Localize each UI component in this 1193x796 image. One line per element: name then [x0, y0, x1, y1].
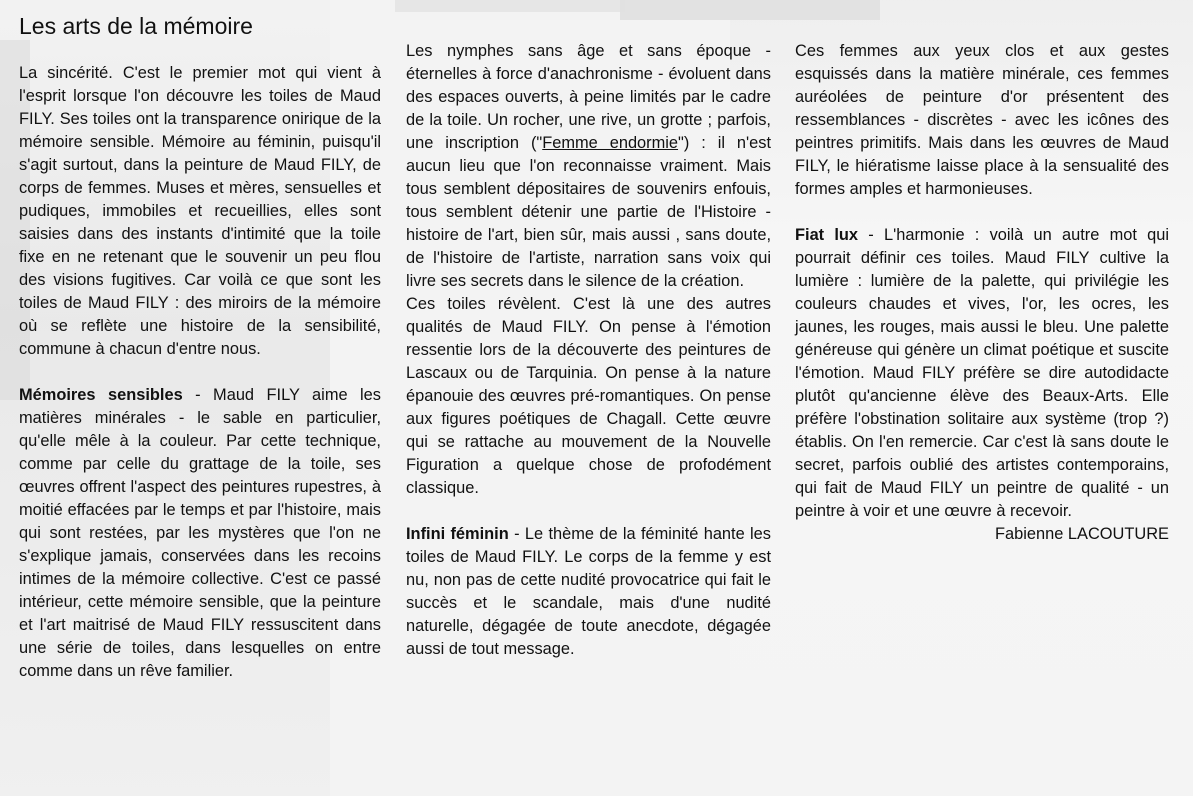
column-2 — [406, 40, 771, 661]
paragraph-text: ") : il n'est aucun lieu que l'on reconnaisse vraiment. Mais tous semblent dépositaires de souvenirs enfouis, tous semblent détenir une partie de l'Histoire - histoire de l'art, bien sûr, mais aussi , sans doute, de l'histoire de l'artiste, narration sans voix qui livre ses secrets dans le silence de la création. — [406, 134, 772, 290]
background-strip-top — [395, 0, 625, 12]
paragraph-spacer — [406, 500, 771, 523]
paragraph-intro: La sincérité. C'est le premier mot qui vient à l'esprit lorsque l'on découvre les toiles de Maud FILY. Ses toiles ont la transparence onirique de la mémoire sensible. Mémoire au féminin, puisqu'il s'agit surtout, dans la peinture de Maud FILY, de corps de femmes. Muses et mères, sensuelles et pudiques, immobiles et recueillies, elles sont saisies dans des instants d'intimité que la toile fixe en ne retenant que le souvenir un peu flou des visions fugitives. Car voilà ce que sont les toiles de Maud FILY : des miroirs de la mémoire où se reflète une histoire de la sensibilité, commune à chacun d'entre nous. — [19, 64, 381, 358]
paragraph-toiles-revelent: Ces toiles révèlent. C'est là une des autres qualités de Maud FILY. On pense à l'émotion ressentie lors de la découverte des peintures de Lascaux ou de Tarquinia. On pense à la nature épanouie des œuvres pré-romantiques. On pense aux figures poétiques de Chagall. Cette œuvre qui se rattache au mouvement de la Nouvelle Figuration a quelque chose de profodément classique. — [406, 295, 771, 497]
paragraph-text: - Maud FILY aime les matières minérales - le sable en particulier, qu'elle mêle à la couleur. Par cette technique, comme par celle du grattage de la toile, ses œuvres offrent l'aspect des peintures rupestres, à moitié effacées par le temps et par l'histoire, mais qui sont restées, par les mystères que l'on ne s'explique jamais, conservées dans les recoins intimes de la mémoire collective. C'est ce passé intérieur, cette mémoire sensible, que la peinture et l'art maitrisé de Maud FILY ressuscitent dans une série de toiles, dans lesquelles on entre comme dans un rêve familier. — [19, 386, 381, 680]
column-1 — [19, 62, 381, 683]
paragraph-text: - Le thème de la féminité hante les toiles de Maud FILY. Le corps de la femme y est nu, non pas de cette nudité provocatrice qui fait le succès et le scandale, mais d'une nudité naturelle, dégagée de toute anecdote, dégagée aussi de tout message. — [406, 525, 771, 658]
section-lead-fiat-lux: Fiat lux — [795, 226, 859, 244]
link-femme-endormie[interactable]: Femme endormie — [542, 134, 679, 152]
author-signature: Fabienne LACOUTURE — [995, 525, 1169, 543]
paragraph-infini-feminin — [406, 523, 771, 661]
paragraph-spacer — [19, 361, 381, 384]
background-strip-top-right — [620, 0, 880, 20]
column-3 — [795, 40, 1169, 546]
paragraph-text: - L'harmonie : voilà un autre mot qui pourrait définir ces toiles. Maud FILY cultive la lumière : lumière de la palette, qui privilégie les couleurs chaudes et vives, l'or, les ocres, les jaunes, les rouges, mais aussi le bleu. Une palette généreuse qui génère un climat poétique et suscite l'émotion. Maud FILY préfère se dire autodidacte plutôt qu'ancienne élève des Beaux-Arts. Elle préfère l'obstination solitaire aux système (trop ?) établis. On l'en remercie. Car c'est là sans doute le secret, parfois oublié des artistes contemporains, qui fait de Maud FILY un peintre de qualité - un peintre à voir et une œuvre à recevoir. — [795, 226, 1169, 520]
paragraph-spacer — [795, 201, 1169, 224]
paragraph-fiat-lux — [795, 224, 1169, 523]
paragraph-memoires-sensibles — [19, 384, 381, 683]
paragraph-nymphes — [406, 40, 771, 293]
section-lead-memoires-sensibles: Mémoires sensibles — [19, 386, 183, 404]
section-lead-infini-feminin: Infini féminin — [406, 525, 509, 543]
paragraph-text: Les nymphes sans âge et sans époque - éternelles à force d'anachronisme - évoluent dans des espaces ouverts, à peine limités par le cadre de la toile. Un rocher, une rive, un grotte ; parfois, une inscription (" — [406, 42, 771, 152]
page-title: Les arts de la mémoire — [19, 13, 253, 39]
paragraph-femmes-yeux-clos: Ces femmes aux yeux clos et aux gestes esquissés dans la matière minérale, ces femmes auréolées de peinture d'or présentent des ressemblances - discrètes - avec les icônes des peintres primitifs. Mais dans les œuvres de Maud FILY, le hiératisme laisse place à la sensualité des formes amples et harmonieuses. — [795, 42, 1169, 198]
